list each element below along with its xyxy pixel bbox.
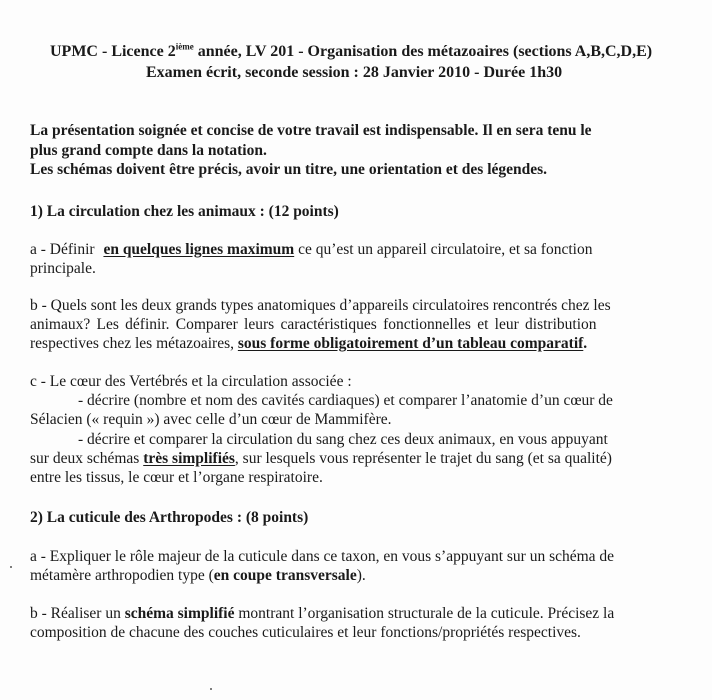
scan-speck bbox=[10, 566, 12, 568]
q1c-suffix: , sur lesquels vous représenter le trajet du sang (et sa qualité) bbox=[234, 450, 612, 467]
q1a-emphasis: en quelques lignes maximum bbox=[103, 241, 295, 258]
q2b-emphasis: schéma simplifié bbox=[124, 605, 235, 622]
q1b-emphasis: sous forme obligatoirement d’un tableau comparatif bbox=[237, 335, 584, 352]
q1b-prefix: respectives chez les métazoaires, bbox=[30, 335, 238, 352]
section2-question-a-line1: a - Expliquer le rôle majeur de la cuticule dans ce taxon, en vous s’appuyant sur un schéma de bbox=[30, 548, 615, 565]
section1-question-c-line6: entre les tissus, le cœur et l’organe respiratoire. bbox=[30, 469, 323, 486]
section2-question-a-line2 bbox=[30, 566, 366, 585]
section1-question-c-line4: - décrire et comparer la circulation du sang chez ces deux animaux, en vous appuyant bbox=[78, 431, 608, 448]
q2b-prefix: b - Réaliser un bbox=[30, 605, 125, 622]
section1-question-a-line2: principale. bbox=[30, 260, 96, 277]
section1-question-b-line3 bbox=[30, 334, 587, 353]
header-superscript: ième bbox=[175, 41, 194, 52]
scan-speck bbox=[210, 688, 212, 690]
section1-question-c-line1: c - Le cœur des Vertébrés et la circulation associée : bbox=[30, 373, 352, 390]
section1-question-c-line3: Sélacien (« requin ») avec celle d’un cœur de Mammifère. bbox=[30, 411, 392, 428]
q1c-prefix: sur deux schémas bbox=[30, 450, 144, 467]
section1-question-b-line2: animaux? Les définir. Comparer leurs caractéristiques fonctionnelles et leur distribution bbox=[30, 316, 597, 333]
section2-question-b-line2: composition de chacune des couches cuticulaires et leur fonctions/propriétés respectives. bbox=[30, 624, 581, 641]
intro-line3: Les schémas doivent être précis, avoir un titre, une orientation et des légendes. bbox=[30, 161, 548, 178]
q2b-suffix: montrant l’organisation structurale de la cuticule. Précisez la bbox=[234, 605, 615, 622]
section1-question-b-line1: b - Quels sont les deux grands types anatomiques d’appareils circulatoires rencontrés chez les bbox=[30, 297, 611, 314]
section1-question-c-line5 bbox=[30, 449, 612, 468]
exam-header-line2: Examen écrit, seconde session : 28 Janvier 2010 - Durée 1h30 bbox=[146, 64, 563, 81]
section2-title: 2) La cuticule des Arthropodes : (8 points) bbox=[30, 509, 309, 526]
section2-question-b-line1 bbox=[30, 604, 614, 623]
intro-line2: plus grand compte dans la notation. bbox=[30, 142, 267, 159]
q1a-suffix: ce qu’est un appareil circulatoire, et sa fonction bbox=[294, 241, 593, 258]
q1a-prefix: a - Définir bbox=[30, 241, 99, 258]
q1c-emphasis: très simplifiés bbox=[143, 450, 235, 467]
q2a-prefix: métamère arthropodien type ( bbox=[30, 567, 214, 584]
intro-line1: La présentation soignée et concise de votre travail est indispensable. Il en sera tenu le bbox=[30, 122, 592, 139]
exam-header-line1 bbox=[50, 42, 652, 61]
section1-title: 1) La circulation chez les animaux : (12 points) bbox=[30, 203, 339, 220]
header-text-part2: année, LV 201 - Organisation des métazoaires (sections A,B,C,D,E) bbox=[193, 43, 653, 60]
header-text-part1: UPMC - Licence 2 bbox=[50, 43, 176, 60]
section1-question-c-line2: - décrire (nombre et nom des cavités cardiaques) et comparer l’anatomie d’un cœur de bbox=[78, 392, 613, 409]
q1b-suffix: . bbox=[583, 335, 588, 352]
q2a-emphasis: en coupe transversale bbox=[213, 567, 357, 584]
section1-question-a-line1 bbox=[30, 240, 592, 259]
q2a-suffix: ). bbox=[356, 567, 366, 584]
